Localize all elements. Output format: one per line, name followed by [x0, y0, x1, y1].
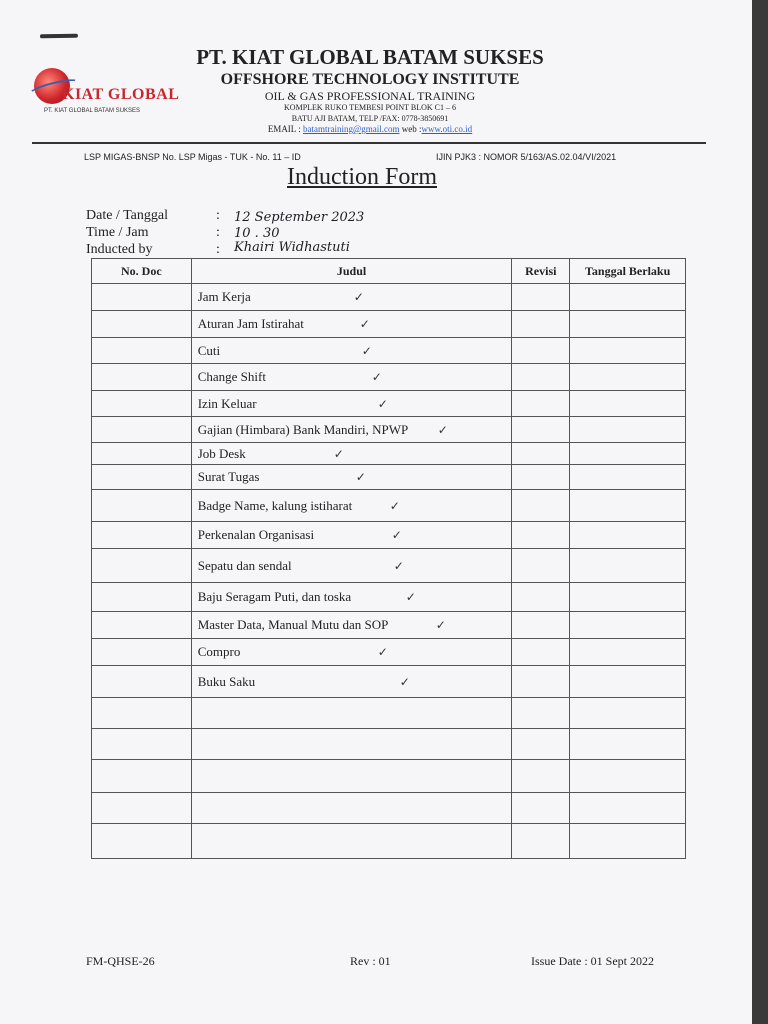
- no-doc-cell: [92, 338, 192, 364]
- logo-subtitle: PT. KIAT GLOBAL BATAM SUKSES: [44, 108, 141, 114]
- judul-text: Gajian (Himbara) Bank Mandiri, NPWP: [197, 421, 409, 437]
- judul-cell: [191, 760, 512, 793]
- checkmark-icon: ✓: [435, 618, 446, 632]
- revisi-cell: [512, 364, 570, 391]
- tanggal-berlaku-cell: [570, 793, 686, 824]
- checkmark-icon: ✓: [399, 674, 410, 689]
- judul-text: Change Shift: [197, 369, 266, 384]
- tanggal-berlaku-cell: [570, 612, 686, 639]
- email-label: EMAIL :: [267, 124, 303, 134]
- checkmark-icon: ✓: [437, 422, 448, 437]
- revisi-cell: [512, 793, 570, 824]
- address-line-1: KOMPLEK RUKO TEMBESI POINT BLOK C1 – 6: [284, 103, 456, 112]
- judul-text: Buku Saku: [197, 673, 256, 689]
- checkmark-icon: ✓: [353, 290, 364, 304]
- induction-table: [91, 258, 686, 859]
- table-row: [92, 284, 686, 311]
- judul-text: Sepatu dan sendal: [197, 557, 292, 573]
- tanggal-berlaku-cell: [570, 824, 686, 859]
- revisi-cell: [512, 443, 570, 465]
- revisi-cell: [512, 666, 570, 698]
- tanggal-berlaku-cell: [570, 443, 686, 465]
- no-doc-cell: [92, 465, 192, 490]
- checkmark-icon: ✓: [355, 470, 366, 484]
- checkmark-icon: ✓: [361, 343, 372, 358]
- revisi-cell: [512, 760, 570, 793]
- judul-cell: [191, 338, 512, 364]
- issue-date: Issue Date : 01 Sept 2022: [531, 954, 654, 968]
- checkmark-icon: ✓: [393, 558, 404, 573]
- judul-text: Perkenalan Organisasi: [197, 527, 315, 542]
- judul-cell: [191, 639, 512, 666]
- tanggal-berlaku-cell: [570, 417, 686, 443]
- header-judul: Judul: [191, 259, 512, 284]
- revisi-cell: [512, 338, 570, 364]
- tanggal-berlaku-cell: [570, 338, 686, 364]
- tanggal-berlaku-cell: [570, 284, 686, 311]
- no-doc-cell: [92, 549, 192, 583]
- checkmark-icon: ✓: [333, 446, 344, 461]
- revisi-cell: [512, 311, 570, 338]
- date-value: 12 September 2023: [234, 210, 365, 225]
- revisi-cell: [512, 698, 570, 729]
- time-value: 10 . 30: [234, 226, 280, 241]
- time-colon: :: [216, 225, 220, 240]
- judul-text: Job Desk: [197, 445, 246, 461]
- form-title: Induction Form: [287, 164, 437, 190]
- table-body: [92, 284, 686, 859]
- table-row: [92, 549, 686, 583]
- no-doc-cell: [92, 583, 192, 612]
- checkmark-icon: ✓: [377, 396, 388, 411]
- table-row: [92, 338, 686, 364]
- judul-cell: [191, 311, 512, 338]
- checkmark-icon: ✓: [405, 590, 416, 604]
- no-doc-cell: [92, 490, 192, 522]
- table-row: [92, 417, 686, 443]
- no-doc-cell: [92, 284, 192, 311]
- web-link[interactable]: www.oti.co.id: [421, 124, 473, 134]
- company-logo: [34, 68, 180, 118]
- date-label: Date / Tanggal: [86, 208, 168, 223]
- time-label: Time / Jam: [86, 225, 149, 240]
- company-name: PT. KIAT GLOBAL BATAM SUKSES: [196, 45, 544, 69]
- revisi-cell: [512, 583, 570, 612]
- table-row: [92, 311, 686, 338]
- inducted-by-value: Khairi Widhastuti: [234, 240, 350, 255]
- no-doc-cell: [92, 666, 192, 698]
- table-row: [92, 612, 686, 639]
- checkmark-icon: ✓: [359, 317, 370, 331]
- table-row: [92, 760, 686, 793]
- table-row: [92, 391, 686, 417]
- judul-cell: [191, 612, 512, 639]
- table-row: [92, 522, 686, 549]
- judul-cell: [191, 364, 512, 391]
- table-row: [92, 443, 686, 465]
- tanggal-berlaku-cell: [570, 549, 686, 583]
- judul-text: Surat Tugas: [197, 469, 260, 484]
- judul-cell: [191, 490, 512, 522]
- revisi-cell: [512, 391, 570, 417]
- table-header-row: [92, 259, 686, 284]
- revisi-cell: [512, 465, 570, 490]
- judul-cell: [191, 443, 512, 465]
- revisi-cell: [512, 824, 570, 859]
- tanggal-berlaku-cell: [570, 465, 686, 490]
- date-colon: :: [216, 208, 220, 223]
- revisi-cell: [512, 284, 570, 311]
- revisi-cell: [512, 522, 570, 549]
- revisi-cell: [512, 549, 570, 583]
- judul-text: Cuti: [197, 342, 221, 358]
- header-tanggal-berlaku: Tanggal Berlaku: [570, 259, 686, 284]
- table-row: [92, 639, 686, 666]
- judul-cell: [191, 583, 512, 612]
- judul-cell: [191, 417, 512, 443]
- no-doc-cell: [92, 793, 192, 824]
- checkmark-icon: ✓: [371, 370, 382, 384]
- judul-cell: [191, 391, 512, 417]
- tanggal-berlaku-cell: [570, 639, 686, 666]
- tanggal-berlaku-cell: [570, 666, 686, 698]
- address-line-2: BATU AJI BATAM, TELP /FAX: 0778-3850691: [291, 114, 449, 123]
- judul-cell: [191, 793, 512, 824]
- tanggal-berlaku-cell: [570, 364, 686, 391]
- tanggal-berlaku-cell: [570, 583, 686, 612]
- checkmark-icon: ✓: [377, 645, 388, 659]
- tanggal-berlaku-cell: [570, 522, 686, 549]
- table-row: [92, 364, 686, 391]
- judul-text: Baju Seragam Puti, dan toska: [197, 589, 352, 604]
- no-doc-cell: [92, 824, 192, 859]
- judul-text: Master Data, Manual Mutu dan SOP: [197, 617, 389, 632]
- email-link[interactable]: batamtraining@gmail.com: [302, 124, 400, 134]
- table-row: [92, 583, 686, 612]
- tanggal-berlaku-cell: [570, 311, 686, 338]
- revision: Rev : 01: [350, 954, 391, 968]
- judul-cell: [191, 465, 512, 490]
- no-doc-cell: [92, 612, 192, 639]
- judul-text: Jam Kerja: [197, 289, 251, 304]
- tanggal-berlaku-cell: [570, 490, 686, 522]
- tanggal-berlaku-cell: [570, 391, 686, 417]
- revisi-cell: [512, 612, 570, 639]
- judul-cell: [191, 549, 512, 583]
- no-doc-cell: [92, 639, 192, 666]
- inducted-by-colon: :: [216, 242, 220, 257]
- institute-name: OFFSHORE TECHNOLOGY INSTITUTE: [220, 71, 520, 88]
- tanggal-berlaku-cell: [570, 698, 686, 729]
- training-line: OIL & GAS PROFESSIONAL TRAINING: [264, 89, 476, 103]
- checkmark-icon: ✓: [391, 528, 402, 542]
- tanggal-berlaku-cell: [570, 729, 686, 760]
- header-no-doc: No. Doc: [92, 259, 192, 284]
- judul-cell: [191, 284, 512, 311]
- header-revisi: Revisi: [512, 259, 570, 284]
- pjk3-license: IJIN PJK3 : NOMOR 5/163/AS.02.04/VI/2021: [436, 152, 617, 162]
- revisi-cell: [512, 490, 570, 522]
- table-row: [92, 729, 686, 760]
- revisi-cell: [512, 417, 570, 443]
- no-doc-cell: [92, 311, 192, 338]
- logo-name: KIAT GLOBAL: [62, 86, 180, 103]
- table-row: [92, 490, 686, 522]
- judul-cell: [191, 666, 512, 698]
- judul-text: Aturan Jam Istirahat: [197, 316, 304, 331]
- judul-cell: [191, 698, 512, 729]
- judul-cell: [191, 824, 512, 859]
- inducted-by-label: Inducted by: [86, 242, 153, 257]
- form-code: FM-QHSE-26: [86, 954, 155, 968]
- table-row: [92, 666, 686, 698]
- no-doc-cell: [92, 760, 192, 793]
- lsp-license: LSP MIGAS-BNSP No. LSP Migas - TUK - No. 11 – ID: [84, 152, 301, 162]
- judul-text: Badge Name, kalung istiharat: [197, 497, 353, 513]
- revisi-cell: [512, 639, 570, 666]
- judul-text: Compro: [197, 644, 241, 659]
- table-row: [92, 698, 686, 729]
- table-row: [92, 824, 686, 859]
- checkmark-icon: ✓: [389, 498, 400, 513]
- no-doc-cell: [92, 417, 192, 443]
- no-doc-cell: [92, 364, 192, 391]
- no-doc-cell: [92, 698, 192, 729]
- contact-line: [160, 124, 580, 134]
- no-doc-cell: [92, 729, 192, 760]
- header-divider: [32, 142, 706, 144]
- judul-cell: [191, 522, 512, 549]
- revisi-cell: [512, 729, 570, 760]
- no-doc-cell: [92, 443, 192, 465]
- judul-text: Izin Keluar: [197, 395, 257, 411]
- table-row: [92, 793, 686, 824]
- tanggal-berlaku-cell: [570, 760, 686, 793]
- no-doc-cell: [92, 391, 192, 417]
- judul-cell: [191, 729, 512, 760]
- pen-mark: [40, 34, 78, 39]
- no-doc-cell: [92, 522, 192, 549]
- web-label: web :: [399, 124, 422, 134]
- table-row: [92, 465, 686, 490]
